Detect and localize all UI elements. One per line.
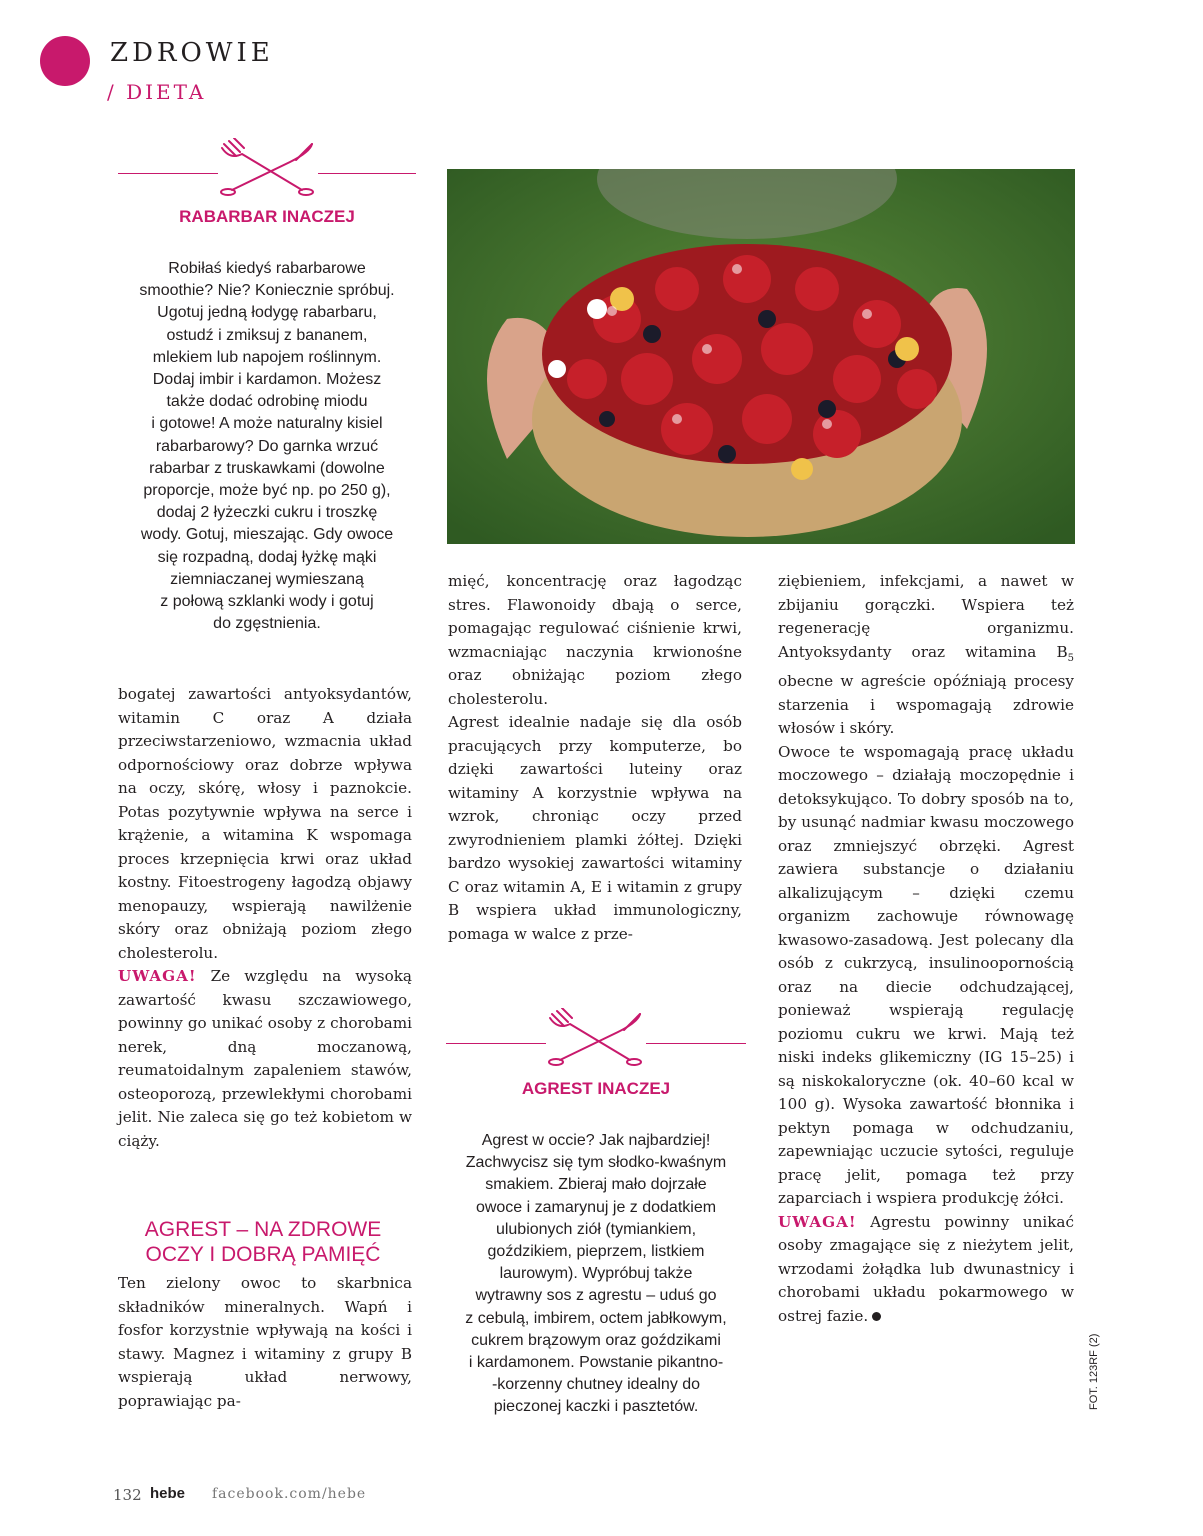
box-text-line: rabarbarowy? Do garnka wrzuć (155, 437, 379, 455)
berries-photo (447, 169, 1075, 544)
warning-label: UWAGA! (778, 1212, 857, 1231)
box-text-line: rabarbar z truskawkami (dowolne (149, 459, 385, 477)
box-text-line: Robiłaś kiedyś rabarbarowe (168, 260, 366, 277)
fork-and-knife-icon (546, 1008, 646, 1066)
box-text-line: i gotowe! A może naturalny kisiel (151, 415, 383, 433)
column-2 (448, 570, 742, 946)
box-text-line: z połową szklanki wody i gotuj (160, 593, 374, 611)
box-agrest-title: AGREST INACZEJ (521, 1079, 671, 1098)
column-3-paragraph-1 (778, 570, 1074, 741)
box-text-line: pieczonej kaczki i pasztetów. (493, 1398, 699, 1416)
box-text-line: dodaj 2 łyżeczki cukru i troszkę (156, 504, 378, 522)
box-text-line: smoothie? Nie? Koniecznie spróbuj. (139, 282, 395, 300)
box-text-line: Agrest w occie? Jak najbardziej! (481, 1132, 711, 1149)
box-text-line: goździkiem, pieprzem, listkiem (487, 1243, 705, 1261)
box-text-line: także dodać odrobinę miodu (166, 393, 368, 411)
column-2-paragraph-1: mięć, koncentrację oraz łagodząc stres. Flawonoidy dbają o serce, pomagając regulować ciśnienie krwi, wzmacniając naczynia krwionośne oraz obniżając poziom złego cholesterolu. (448, 572, 742, 708)
box-text-line: laurowym). Wypróbuj także (499, 1265, 693, 1283)
column-1-warning (118, 965, 412, 1153)
column-1-paragraph-2: Ten zielony owoc to skarbnica składników mineralnych. Wapń i fosfor korzystnie wpływają na kości i stawy. Magnez i witaminy z grupy B wspierają układ nerwowy, poprawiając pa- (118, 1274, 412, 1410)
box-text-line: cukrem brązowym oraz goździkami (471, 1331, 721, 1349)
box-text-line: wytrawny sos z agrestu – uduś go (475, 1287, 717, 1305)
article-heading: AGREST – NA ZDROWE OCZY I DOBRĄ PAMIĘĆ (144, 1218, 382, 1266)
column-1-upper (118, 683, 412, 1153)
box-agrest-rule-right (646, 1043, 746, 1044)
box-text-line: ziemniaczanej wymieszaną (170, 570, 364, 588)
warning-text: Ze względu na wysoką zawartość kwasu szczawiowego, powinny go unikać osoby z chorobami nerek, dną moczanową, reumatoidalnym zapaleniem stawów, osteoporozą, przewlekłymi chorobami jelit. Nie zaleca się go też kobietom w ciąży. (118, 967, 412, 1150)
box-rabarbar-rule-left (118, 173, 218, 174)
column-3 (778, 570, 1074, 1328)
page-number: 132 (113, 1486, 142, 1504)
box-text-line: Ugotuj jedną łodygę rabarbaru, (157, 304, 377, 322)
box-text-line: smakiem. Zbieraj mało dojrzałe (485, 1176, 707, 1194)
box-text-line: z cebulą, imbirem, octem jabłkowym, (465, 1309, 727, 1327)
column-1-paragraph: bogatej zawartości antyoksydantów, witamin C oraz A działa przeciwstarzeniowo, wzmacnia układ odpornościowy oraz dobrze wpływa na oczy, skórę, włosy i paznokcie. Potas pozytywnie wpływa na serce i krążenie, a witamina K wspomaga proces krzepnięcia krwi oraz układ kostny. Fitoestrogeny łagodzą objawy menopauzy, wspierają nawilżenie skóry oraz obniżają poziom złego cholesterolu. (118, 685, 412, 962)
box-text-line: -korzenny chutney idealny do (491, 1376, 701, 1394)
box-text-line: do zgęstnienia. (213, 615, 321, 633)
section-title: ZDROWIE (110, 38, 274, 68)
box-agrest-rule-left (446, 1043, 546, 1044)
box-text-line: ostudź i zmiksuj z bananem, (166, 326, 368, 344)
box-text-line: proporcje, może być np. po 250 g), (143, 482, 391, 500)
box-text-line: owoce i zamarynuj je z dodatkiem (475, 1198, 717, 1216)
box-text-line: się rozpadną, dodaj łyżkę mąki (157, 548, 377, 566)
box-text-line: ulubionych ziół (tymiankiem, (495, 1220, 697, 1238)
box-agrest-text (446, 1130, 746, 1419)
box-rabarbar-text (118, 258, 416, 635)
brand-logo: hebe (150, 1485, 186, 1502)
column-3-text-a: ziębieniem, infekcjami, a nawet w zbijaniu gorączki. Wspiera też regenerację organizmu. Antyoksydanty oraz witamina B (778, 572, 1074, 661)
photo-credit: FOT. 123RF (2) (1088, 1333, 1100, 1410)
column-2-paragraph-2: Agrest idealnie nadaje się dla osób pracujących przy komputerze, bo dzięki zawartości luteiny oraz witaminy A korzystnie wpływa na wzrok, chroniąc oczy przed zwyrodnieniem plamki żółtej. Dzięki bardzo wysokiej zawartości witaminy C oraz witamin A, E i witamin z grupy B wspiera układ immunologiczny, pomaga w walce z prze- (448, 713, 742, 943)
warning-label: UWAGA! (118, 967, 197, 985)
column-3-paragraph-2: Owoce te wspomagają pracę układu moczowego – działają moczopędnie i detoksykująco. To dobry sposób na to, by usunąć nadmiar kwasu moczowego oraz zmniejszyć obrzęki. Agrest zawiera substancje o działaniu alkalizującym – dzięki czemu organizm zachowuje równowagę kwasowo-zasadową. Jest polecany dla osób z cukrzycą, insulinoopornością oraz na diecie odchudzającej, ponieważ wspierają regulację poziomu cukru we krwi. Mają też niski indeks glikemiczny (IG 15–25) i są niskokaloryczne (ok. 40–60 kcal w 100 g). Wysoka zawartość błonnika i pektyn pomaga w odchudzaniu, zapewniając uczucie sytości, reguluje pracę jelit, pomaga też przy zaparciach i wspiera produkcję żółci. (778, 742, 1074, 1208)
end-bullet-icon (872, 1312, 881, 1321)
warning-text: Agrestu powinny unikać osoby zmagające się z nieżytem jelit, wrzodami żołądka lub dwunastnicy i chorobami układu pokarmowego w ostrej fazie. (778, 1212, 1074, 1325)
column-1-lower (118, 1272, 412, 1413)
column-3-warning (778, 1211, 1074, 1329)
column-3-text-b: obecne w agreście opóźniają procesy starzenia i wspomagają zdrowie włosów i skóry. (778, 672, 1074, 738)
box-text-line: Dodaj imbir i kardamon. Możesz (152, 371, 382, 389)
box-text-line: i kardamonem. Powstanie pikantno- (468, 1354, 724, 1372)
facebook-link[interactable]: facebook.com/hebe (212, 1486, 367, 1502)
subscript: 5 (1067, 652, 1074, 664)
box-text-line: mlekiem lub napojem roślinnym. (152, 348, 382, 366)
subsection-title: / DIETA (107, 80, 207, 104)
fork-and-knife-icon (218, 138, 318, 196)
box-rabarbar-rule-right (318, 173, 416, 174)
box-text-line: wody. Gotuj, mieszając. Gdy owoce (140, 526, 394, 544)
box-rabarbar-title: RABARBAR INACZEJ (179, 207, 355, 226)
box-text-line: Zachwycisz się tym słodko-kwaśnym (465, 1154, 727, 1172)
section-circle (40, 36, 90, 86)
